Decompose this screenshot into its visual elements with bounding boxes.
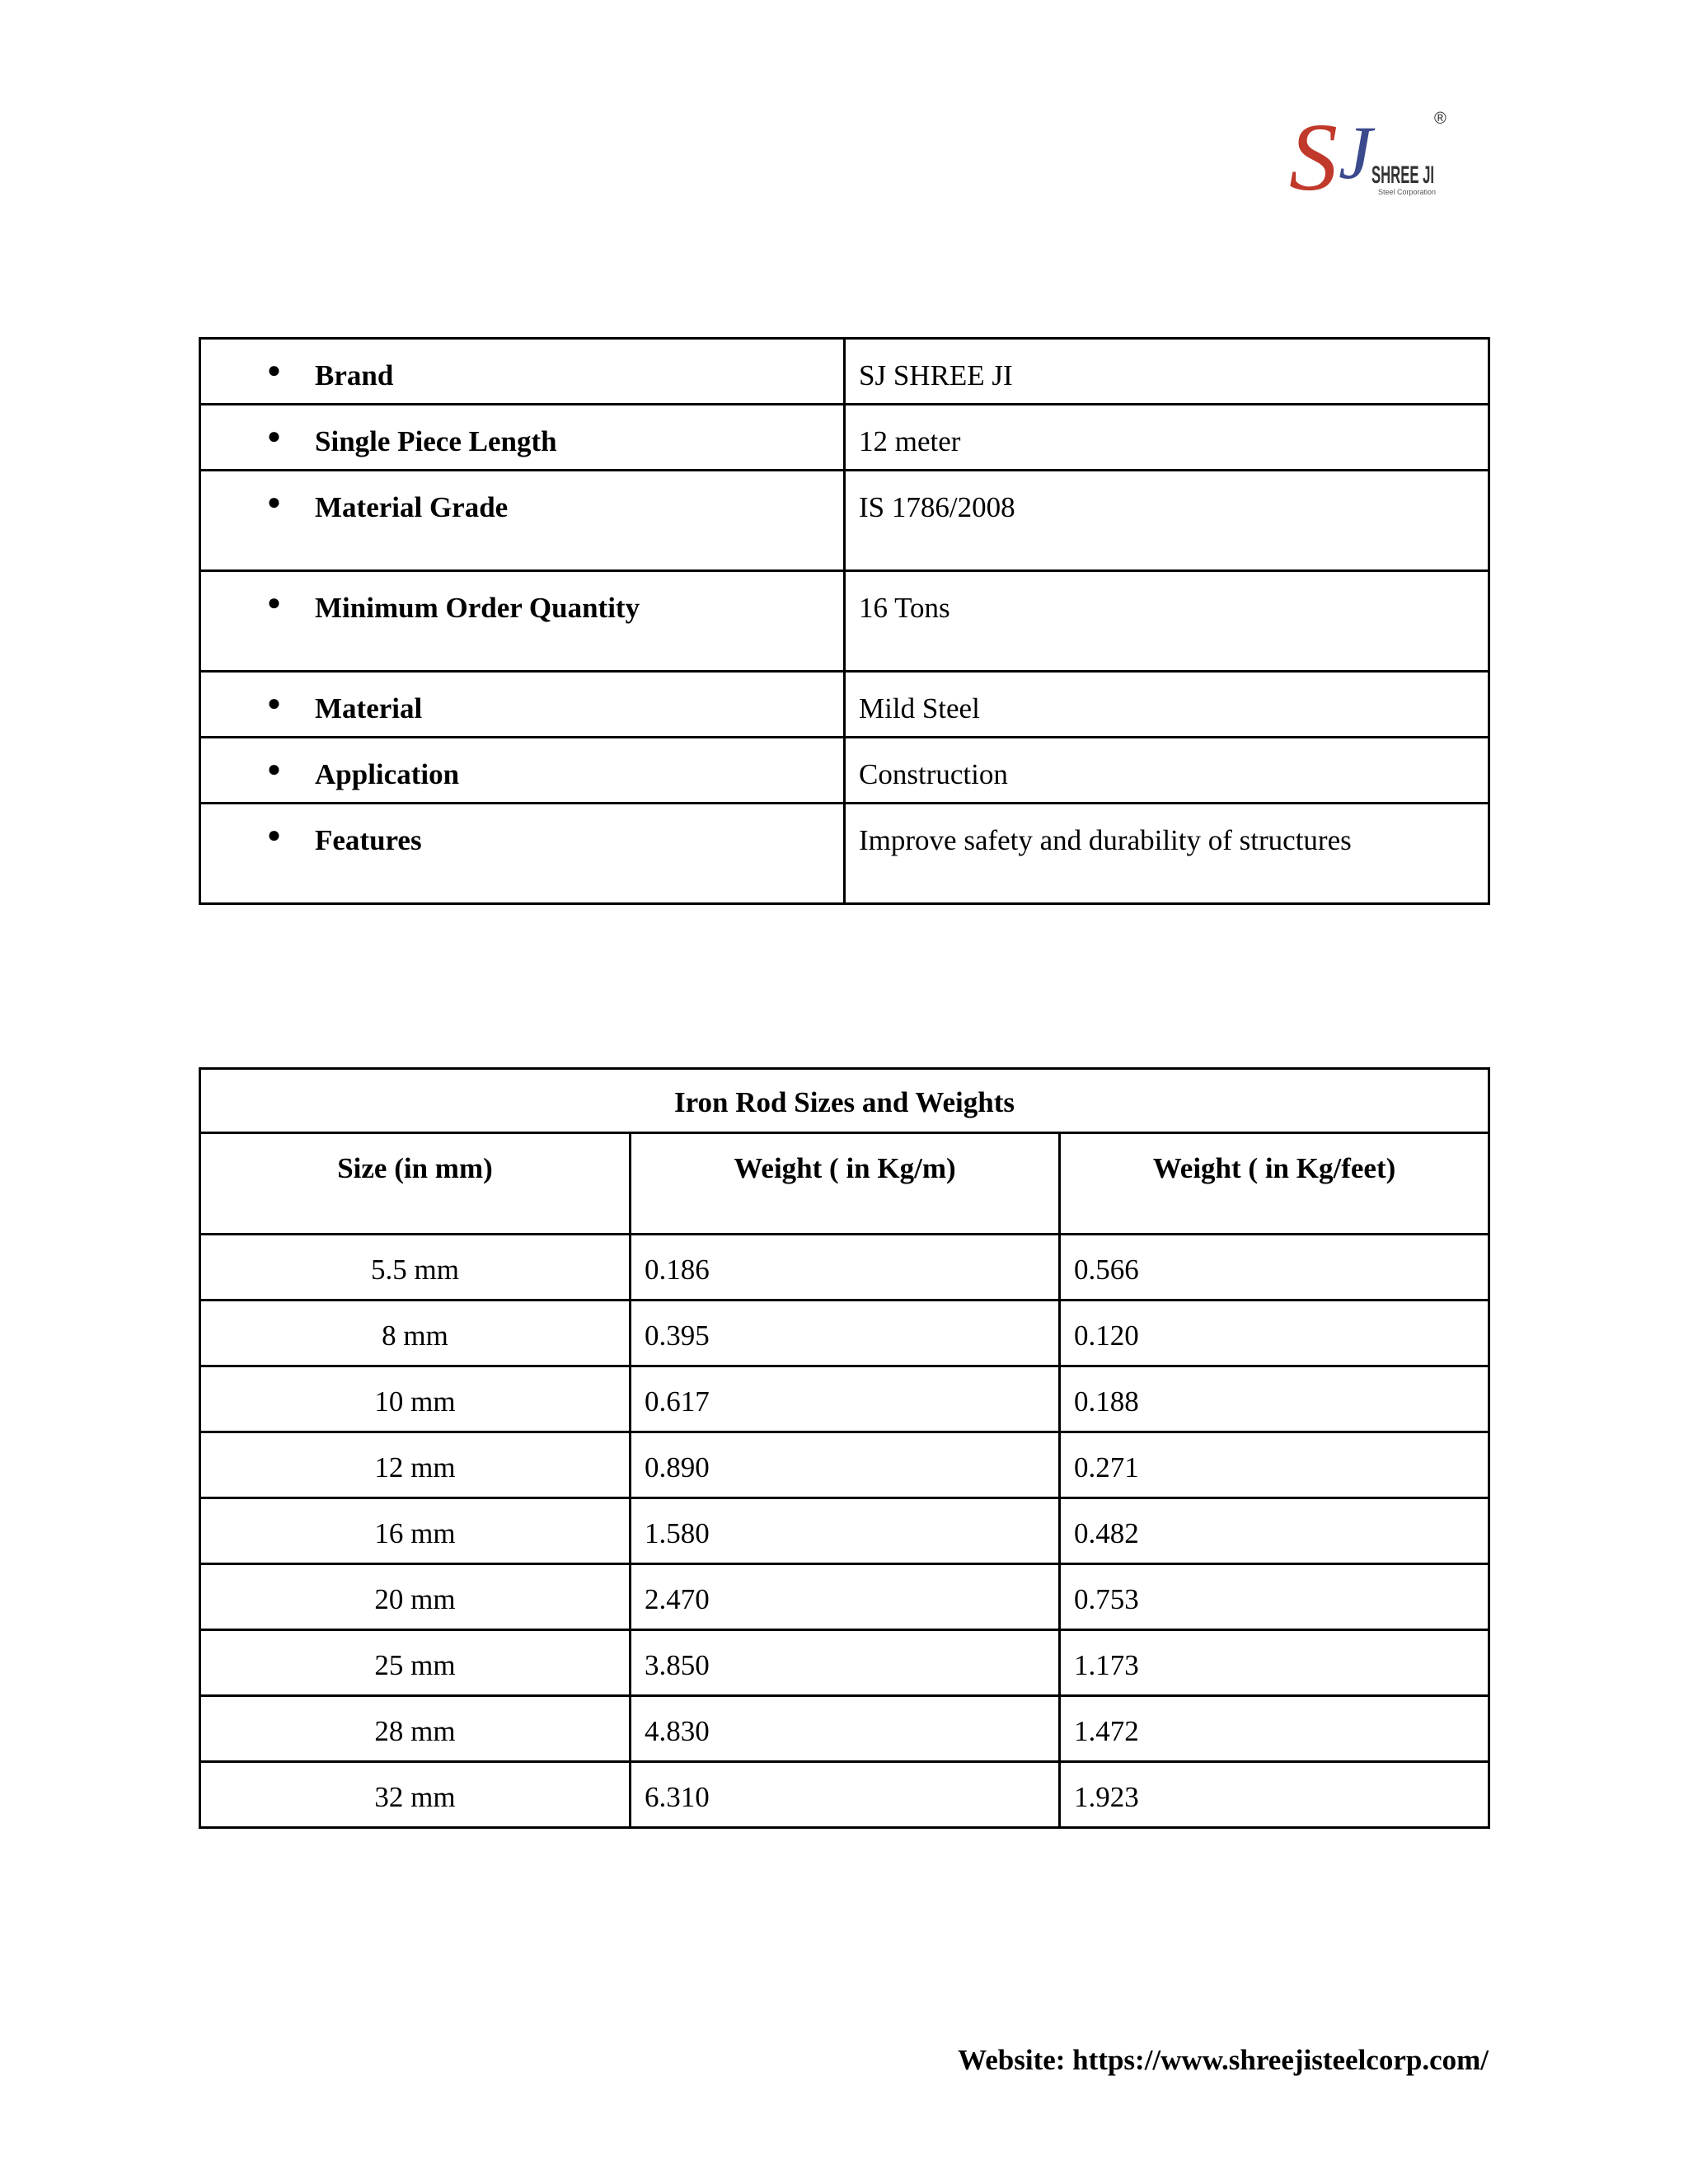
weight-kg-feet-cell: 0.271 <box>1060 1432 1489 1498</box>
weight-kg-m-cell: 0.186 <box>631 1235 1060 1301</box>
svg-text:®: ® <box>1434 110 1447 128</box>
weight-kg-feet-cell: 0.566 <box>1060 1235 1489 1301</box>
table-row <box>200 405 1489 471</box>
table-row <box>200 1696 1489 1762</box>
table-row <box>200 672 1489 738</box>
spec-label-cell: ● Features <box>200 804 845 904</box>
spec-label-cell: ● Material <box>200 672 845 738</box>
company-logo <box>1286 99 1484 206</box>
table-row <box>200 804 1489 904</box>
weight-kg-m-cell: 4.830 <box>631 1696 1060 1762</box>
spec-value-cell: SJ SHREE JI <box>845 339 1489 405</box>
bullet-icon: ● <box>267 691 281 716</box>
size-cell: 20 mm <box>200 1564 631 1630</box>
spec-value-cell: Mild Steel <box>845 672 1489 738</box>
bullet-icon: ● <box>267 424 281 449</box>
size-cell: 8 mm <box>200 1301 631 1366</box>
svg-text:SHREE JI: SHREE JI <box>1372 162 1434 189</box>
table-row <box>200 1301 1489 1366</box>
spec-value-cell: Improve safety and durability of structures <box>845 804 1489 904</box>
spec-value-cell: 16 Tons <box>845 571 1489 672</box>
size-cell: 32 mm <box>200 1762 631 1828</box>
table-row <box>200 571 1489 672</box>
bullet-icon: ● <box>267 757 281 782</box>
weight-kg-feet-cell: 0.482 <box>1060 1498 1489 1564</box>
spec-value-cell: IS 1786/2008 <box>845 471 1489 571</box>
specifications-table <box>199 337 1490 905</box>
table-row <box>200 1235 1489 1301</box>
weight-kg-m-cell: 2.470 <box>631 1564 1060 1630</box>
spec-label-cell: ● Material Grade <box>200 471 845 571</box>
weight-kg-feet-cell: 0.188 <box>1060 1366 1489 1432</box>
table-row <box>200 1564 1489 1630</box>
spec-value-cell: 12 meter <box>845 405 1489 471</box>
weight-kg-m-cell: 0.617 <box>631 1366 1060 1432</box>
spec-label-cell: ● Application <box>200 738 845 804</box>
weight-kg-feet-cell: 0.753 <box>1060 1564 1489 1630</box>
weight-kg-m-cell: 0.395 <box>631 1301 1060 1366</box>
weight-kg-feet-cell: 1.173 <box>1060 1630 1489 1696</box>
size-cell: 12 mm <box>200 1432 631 1498</box>
weight-kg-m-cell: 1.580 <box>631 1498 1060 1564</box>
column-header-size: Size (in mm) <box>200 1133 631 1235</box>
weight-kg-feet-cell: 0.120 <box>1060 1301 1489 1366</box>
size-cell: 25 mm <box>200 1630 631 1696</box>
size-cell: 10 mm <box>200 1366 631 1432</box>
table-row <box>200 339 1489 405</box>
size-cell: 5.5 mm <box>200 1235 631 1301</box>
svg-text:J: J <box>1339 110 1372 194</box>
weight-kg-m-cell: 6.310 <box>631 1762 1060 1828</box>
column-header-weight-kg-m: Weight ( in Kg/m) <box>631 1133 1060 1235</box>
size-cell: 16 mm <box>200 1498 631 1564</box>
table-row <box>200 1630 1489 1696</box>
table-row <box>200 471 1489 571</box>
spec-label-cell: ● Brand <box>200 339 845 405</box>
table-title-row <box>200 1069 1489 1133</box>
table-row <box>200 1366 1489 1432</box>
table-row <box>200 1762 1489 1828</box>
bullet-icon: ● <box>267 490 281 515</box>
weight-kg-feet-cell: 1.923 <box>1060 1762 1489 1828</box>
table-row <box>200 738 1489 804</box>
spec-label-cell: ● Minimum Order Quantity <box>200 571 845 672</box>
bullet-icon: ● <box>267 590 281 616</box>
bullet-icon: ● <box>267 823 281 848</box>
weight-kg-m-cell: 3.850 <box>631 1630 1060 1696</box>
svg-text:S: S <box>1289 103 1338 206</box>
size-cell: 28 mm <box>200 1696 631 1762</box>
svg-text:Steel Corporation: Steel Corporation <box>1378 188 1437 196</box>
weight-kg-feet-cell: 1.472 <box>1060 1696 1489 1762</box>
weight-kg-m-cell: 0.890 <box>631 1432 1060 1498</box>
column-header-weight-kg-feet: Weight ( in Kg/feet) <box>1060 1133 1489 1235</box>
spec-value-cell: Construction <box>845 738 1489 804</box>
table-title: Iron Rod Sizes and Weights <box>200 1069 1489 1133</box>
table-row <box>200 1432 1489 1498</box>
table-row <box>200 1498 1489 1564</box>
footer-website: Website: https://www.shreejisteelcorp.com/ <box>958 2044 1489 2076</box>
sizes-weights-table <box>199 1067 1490 1829</box>
spec-label-cell: ● Single Piece Length <box>200 405 845 471</box>
bullet-icon: ● <box>267 358 281 383</box>
table-header-row <box>200 1133 1489 1235</box>
sj-logo-icon <box>1286 99 1484 206</box>
